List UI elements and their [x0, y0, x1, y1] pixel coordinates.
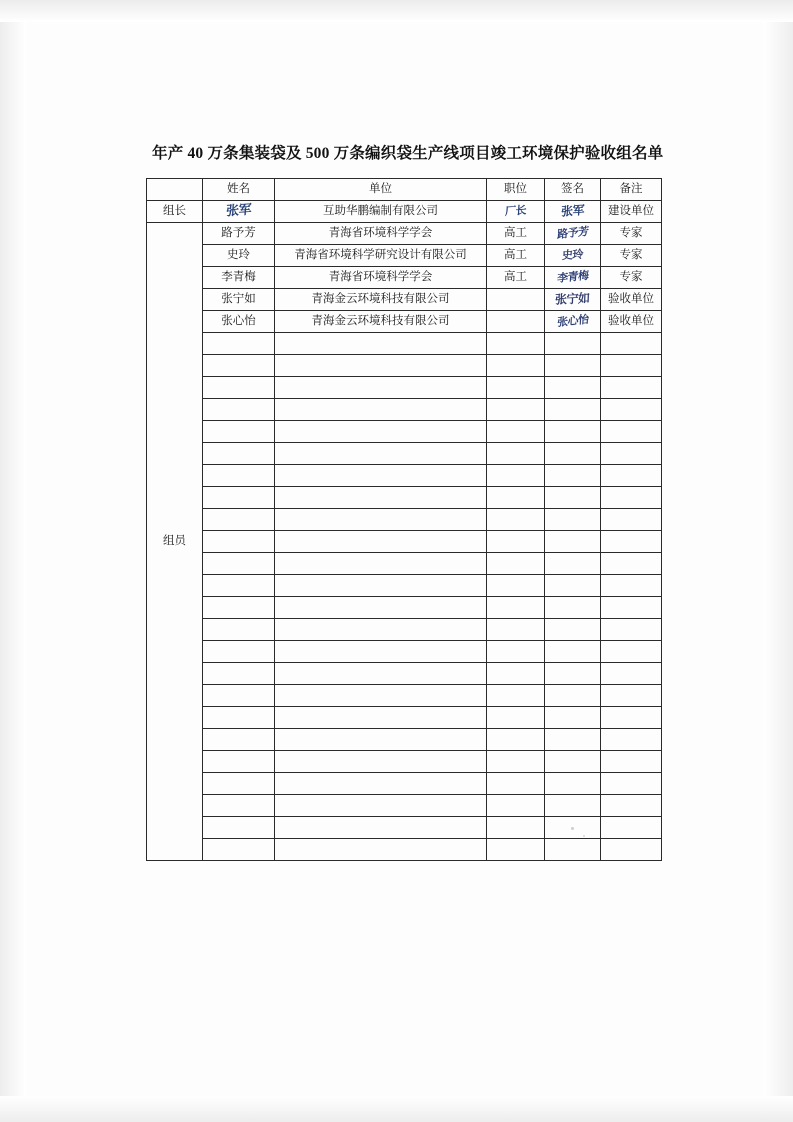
empty-cell	[487, 685, 545, 707]
empty-cell	[275, 575, 487, 597]
empty-cell	[203, 399, 275, 421]
empty-cell	[203, 597, 275, 619]
empty-cell	[545, 443, 601, 465]
empty-cell	[601, 619, 662, 641]
empty-cell	[601, 465, 662, 487]
row-4-signature	[545, 289, 601, 311]
table-row-empty	[147, 707, 662, 729]
empty-cell	[487, 465, 545, 487]
table-row-empty	[147, 839, 662, 861]
empty-cell	[601, 355, 662, 377]
empty-cell	[487, 773, 545, 795]
table-row	[147, 245, 662, 267]
row-2-signature	[545, 245, 601, 267]
empty-cell	[601, 685, 662, 707]
empty-cell	[601, 575, 662, 597]
empty-cell	[275, 729, 487, 751]
empty-cell	[275, 443, 487, 465]
empty-cell	[275, 707, 487, 729]
row-0-position	[487, 201, 545, 223]
empty-cell	[487, 531, 545, 553]
table-row-empty	[147, 553, 662, 575]
scan-speck-secondary	[583, 835, 585, 837]
empty-cell	[487, 487, 545, 509]
row-3-name: 李青梅	[203, 267, 275, 289]
empty-cell	[203, 817, 275, 839]
header-name: 姓名	[203, 179, 275, 201]
empty-cell	[275, 509, 487, 531]
scan-speck	[571, 827, 574, 830]
empty-cell	[487, 553, 545, 575]
empty-cell	[601, 641, 662, 663]
empty-cell	[601, 421, 662, 443]
empty-cell	[275, 333, 487, 355]
empty-cell	[203, 531, 275, 553]
table-row-empty	[147, 399, 662, 421]
empty-cell	[545, 795, 601, 817]
row-1-unit: 青海省环境科学学会	[275, 223, 487, 245]
empty-cell	[203, 509, 275, 531]
empty-cell	[601, 795, 662, 817]
header-unit: 单位	[275, 179, 487, 201]
table-row-empty	[147, 597, 662, 619]
empty-cell	[203, 421, 275, 443]
empty-cell	[601, 707, 662, 729]
row-3-remark: 专家	[601, 267, 662, 289]
row-3-signature	[545, 267, 601, 289]
empty-cell	[203, 641, 275, 663]
row-0-unit: 互助华鹏编制有限公司	[275, 201, 487, 223]
empty-cell	[545, 465, 601, 487]
empty-cell	[275, 597, 487, 619]
handwritten-signature-2: 史玲	[561, 247, 584, 262]
empty-cell	[487, 729, 545, 751]
table-row-empty	[147, 641, 662, 663]
row-5-unit: 青海金云环境科技有限公司	[275, 311, 487, 333]
empty-cell	[203, 707, 275, 729]
row-4-position	[487, 289, 545, 311]
empty-cell	[275, 355, 487, 377]
empty-cell	[275, 663, 487, 685]
empty-cell	[203, 619, 275, 641]
empty-cell	[203, 333, 275, 355]
empty-cell	[487, 443, 545, 465]
acceptance-group-roster-table	[146, 178, 662, 861]
table-row-empty	[147, 377, 662, 399]
header-position: 职位	[487, 179, 545, 201]
empty-cell	[545, 553, 601, 575]
empty-cell	[275, 751, 487, 773]
empty-cell	[487, 707, 545, 729]
empty-cell	[275, 531, 487, 553]
empty-cell	[545, 355, 601, 377]
table-row-empty	[147, 773, 662, 795]
row-2-unit: 青海省环境科学研究设计有限公司	[275, 245, 487, 267]
empty-cell	[203, 751, 275, 773]
table-row-empty	[147, 729, 662, 751]
empty-cell	[545, 333, 601, 355]
empty-cell	[545, 707, 601, 729]
empty-cell	[203, 465, 275, 487]
empty-cell	[601, 773, 662, 795]
empty-cell	[545, 641, 601, 663]
table-row-empty	[147, 333, 662, 355]
empty-cell	[203, 575, 275, 597]
handwritten-name-0: 张军	[225, 202, 252, 219]
empty-cell	[601, 663, 662, 685]
empty-cell	[275, 553, 487, 575]
row-2-remark: 专家	[601, 245, 662, 267]
empty-cell	[487, 641, 545, 663]
scan-edge-left	[0, 0, 26, 1122]
empty-cell	[601, 487, 662, 509]
empty-cell	[601, 553, 662, 575]
row-1-position: 高工	[487, 223, 545, 245]
empty-cell	[275, 641, 487, 663]
row-3-unit: 青海省环境科学学会	[275, 267, 487, 289]
empty-cell	[487, 399, 545, 421]
empty-cell	[203, 729, 275, 751]
empty-cell	[545, 377, 601, 399]
empty-cell	[275, 487, 487, 509]
empty-cell	[545, 663, 601, 685]
table-row-empty	[147, 575, 662, 597]
empty-cell	[487, 377, 545, 399]
role-leader-cell: 组长	[147, 201, 203, 223]
row-4-name: 张宁如	[203, 289, 275, 311]
empty-cell	[275, 377, 487, 399]
row-5-name: 张心怡	[203, 311, 275, 333]
empty-cell	[275, 465, 487, 487]
table-row	[147, 267, 662, 289]
table-row-empty	[147, 421, 662, 443]
row-4-unit: 青海金云环境科技有限公司	[275, 289, 487, 311]
scan-edge-top	[0, 0, 793, 22]
empty-cell	[275, 399, 487, 421]
empty-cell	[545, 575, 601, 597]
table-row	[147, 223, 662, 245]
empty-cell	[487, 619, 545, 641]
table-row	[147, 311, 662, 333]
empty-cell	[545, 531, 601, 553]
empty-cell	[203, 773, 275, 795]
empty-cell	[601, 597, 662, 619]
empty-cell	[545, 619, 601, 641]
table-row-empty	[147, 443, 662, 465]
empty-cell	[487, 333, 545, 355]
table-row	[147, 201, 662, 223]
row-2-name: 史玲	[203, 245, 275, 267]
empty-cell	[545, 773, 601, 795]
empty-cell	[545, 685, 601, 707]
empty-cell	[275, 817, 487, 839]
empty-cell	[203, 839, 275, 861]
empty-cell	[487, 509, 545, 531]
row-0-name	[203, 201, 275, 223]
row-1-remark: 专家	[601, 223, 662, 245]
row-0-signature	[545, 201, 601, 223]
empty-cell	[601, 377, 662, 399]
page-title: 年产 40 万条集装袋及 500 万条编织袋生产线项目竣工环境保护验收组名单	[152, 145, 664, 162]
table-row-empty	[147, 751, 662, 773]
empty-cell	[601, 333, 662, 355]
handwritten-signature-4: 张宁如	[555, 290, 591, 307]
table-row-empty	[147, 465, 662, 487]
empty-cell	[545, 729, 601, 751]
empty-cell	[203, 487, 275, 509]
header-remark: 备注	[601, 179, 662, 201]
empty-cell	[275, 839, 487, 861]
empty-cell	[545, 509, 601, 531]
empty-cell	[545, 597, 601, 619]
empty-cell	[275, 421, 487, 443]
empty-cell	[203, 663, 275, 685]
empty-cell	[545, 421, 601, 443]
empty-cell	[275, 795, 487, 817]
empty-cell	[487, 839, 545, 861]
table-row	[147, 289, 662, 311]
empty-cell	[545, 399, 601, 421]
empty-cell	[487, 751, 545, 773]
scan-edge-bottom	[0, 1096, 793, 1122]
row-4-remark: 验收单位	[601, 289, 662, 311]
row-5-position	[487, 311, 545, 333]
table-header-row	[147, 179, 662, 201]
empty-cell	[203, 377, 275, 399]
handwritten-signature-0: 张军	[560, 202, 585, 219]
empty-cell	[487, 355, 545, 377]
empty-cell	[487, 817, 545, 839]
table-row-empty	[147, 685, 662, 707]
handwritten-position-0: 厂长	[504, 203, 527, 218]
empty-cell	[601, 531, 662, 553]
empty-cell	[203, 355, 275, 377]
empty-cell	[203, 443, 275, 465]
handwritten-signature-3: 李青梅	[556, 268, 589, 285]
table-row-empty	[147, 795, 662, 817]
table-row-empty	[147, 487, 662, 509]
empty-cell	[487, 663, 545, 685]
empty-cell	[275, 773, 487, 795]
empty-cell	[601, 443, 662, 465]
row-5-signature	[545, 311, 601, 333]
empty-cell	[275, 685, 487, 707]
empty-cell	[203, 553, 275, 575]
row-5-remark: 验收单位	[601, 311, 662, 333]
table-row-empty	[147, 531, 662, 553]
empty-cell	[545, 839, 601, 861]
scan-edge-right	[763, 0, 793, 1122]
empty-cell	[487, 795, 545, 817]
empty-cell	[545, 751, 601, 773]
empty-cell	[601, 399, 662, 421]
empty-cell	[601, 839, 662, 861]
row-1-signature	[545, 223, 601, 245]
empty-cell	[601, 751, 662, 773]
roster-table-wrapper	[146, 178, 661, 861]
handwritten-signature-5: 张心怡	[556, 312, 589, 329]
header-role	[147, 179, 203, 201]
header-signature: 签名	[545, 179, 601, 201]
empty-cell	[601, 729, 662, 751]
empty-cell	[487, 421, 545, 443]
table-row-empty	[147, 619, 662, 641]
empty-cell	[275, 619, 487, 641]
role-members-cell: 组员	[147, 223, 203, 861]
empty-cell	[601, 509, 662, 531]
empty-cell	[601, 817, 662, 839]
handwritten-signature-1: 路予芳	[556, 224, 589, 241]
empty-cell	[203, 795, 275, 817]
table-row-empty	[147, 355, 662, 377]
empty-cell	[487, 575, 545, 597]
row-3-position: 高工	[487, 267, 545, 289]
table-row-empty	[147, 663, 662, 685]
empty-cell	[487, 597, 545, 619]
row-1-name: 路予芳	[203, 223, 275, 245]
table-row-empty	[147, 509, 662, 531]
empty-cell	[545, 487, 601, 509]
row-2-position: 高工	[487, 245, 545, 267]
empty-cell	[203, 685, 275, 707]
row-0-remark: 建设单位	[601, 201, 662, 223]
